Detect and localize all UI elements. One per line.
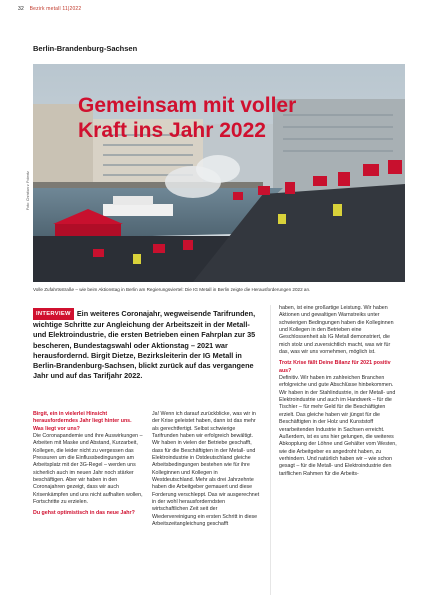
section-label: Bezirk metall 11|2022 — [29, 6, 82, 12]
headline-line-2: Kraft ins Jahr 2022 — [78, 119, 266, 142]
question-3: Trotz Krise fällt Deine Bilanz für 2021 positiv aus? — [279, 360, 391, 374]
column-divider — [270, 305, 271, 595]
page-header — [18, 6, 81, 12]
answer-2-continued: haben, ist eine großartige Leistung. Wir haben Aktionen und gewaltigen Warnstreiks unter schwierigen Bedingungen haben die Kolleginnen und Kollegen in den Betrieben eine Geschlossenheit als IG Metall demonstriert, die mich stolz und zuversichtlich macht, was wir für das, was wir uns vornehmen, möglich ist. — [279, 305, 394, 356]
headline-line-1: Gemeinsam mit voller — [78, 94, 297, 117]
interview-tag: INTERVIEW — [33, 308, 74, 320]
answer-3: Definitiv. Wir haben im zahlreichen Branchen erfolgreiche und gute Abschlüsse hinbekommen. Wir haben in der Stahlindustrie, in der Metall- und Elektroindustrie und auch im Handwerk – für die Tischler – für mehr Geld für die Beschäftigten erzielt. Das gleiche haben wir jüngst für die Beschäftigten in der Holz und Kunststoff verarbeitenden Industrie in Sachsen erreicht. Außerdem, ist es uns hier gelungen, die weiteres Abkopplung der Löhne und Gehälter vom Westen, wie die Arbeitgeber es angedroht haben, zu verhindern. Und natürlich haben wir – wie schon gesagt – für die Metall- und Elektroindustrie den tariflichen Rahmen für die Arbeits- — [279, 375, 397, 477]
answer-1: Die Coronapandemie und ihre Auswirkungen – Arbeiten mit Maske und Abstand, Kurzarbeit, Kollegen, die leider nicht zu vergessen das Pressuren um die Einflussbedingungen am Arbeitsplatz mit der 3G-Regel – werden uns sicherlich auch im neuen Jahr noch stärker beschäftigen. Aber wir haben in den Coronajahren gezeigt, dass wir auch Krisenkämpfen und uns nicht aufhalten wollen, Fortschritte zu erzielen. — [33, 433, 143, 506]
region-title: Berlin-Brandenburg-Sachsen — [33, 44, 138, 53]
text-column-1 — [33, 411, 143, 518]
photo-credit: Foto: Christian v. Polentz — [26, 171, 30, 210]
question-1: Birgit, ein in vielerlei Hinsicht herausforderndes Jahr liegt hinter uns. Was liegt vor uns? — [33, 411, 132, 432]
question-2: Du gehst optimistisch in das neue Jahr? — [33, 510, 135, 517]
page-number: 32 — [18, 6, 24, 12]
article-headline — [78, 93, 398, 143]
lead-text: Ein weiteres Coronajahr, wegweisende Tarifrunden, wichtige Schritte zur Angleichung der Arbeitszeit in der Metall- und Elektroindustrie, die ersten Betrieben einen Fahrplan zur 35 bescheren, Bundestagswahl oder Aktionstag – 2021 war herausfordernd. Birgit Dietze, Bezirksleiterin der IG Metall in Berlin-Brandenburg-Sachsen, blickt zurück auf das vergangene Jahr und auf das Tarifjahr 2022. — [33, 309, 256, 381]
photo-caption: Volle Zufahrtsstraße – wie beim Aktionstag in Berlin am Regierungsviertel: Die IG Metall in Berlin zeigte die Herausforderungen 2022 an. — [33, 287, 311, 292]
text-column-2 — [152, 411, 260, 529]
article-lead — [33, 308, 261, 381]
text-column-3 — [279, 305, 399, 478]
answer-2: Ja! Wenn ich darauf zurückblicke, was wir in der Krise geleistet haben, dann ist das mehr als gerechtfertigt. Selbst schwierige Tarifrunden haben wir erfolgreich bewältigt. Wir haben in vielen der Betriebe geschafft, dass für die Beschäftigten in der Metall- und Elektroindustrie in Ostdeutschland gleiche Arbeitsbedingungen bestehen wie für ihre Kolleginnen und Kollegen in Westdeutschland. Mehr als drei Jahrzehnte haben die Arbeitgeber gemauert und diese Forderung verschleppt. Das wir ausgerechnet in der wohl herausforderndsten wirtschaftlichen Zeit seit der Wiedervereinigung ein ersten Schritt in diese Arbeitszeitangleichung geschafft — [152, 411, 260, 528]
